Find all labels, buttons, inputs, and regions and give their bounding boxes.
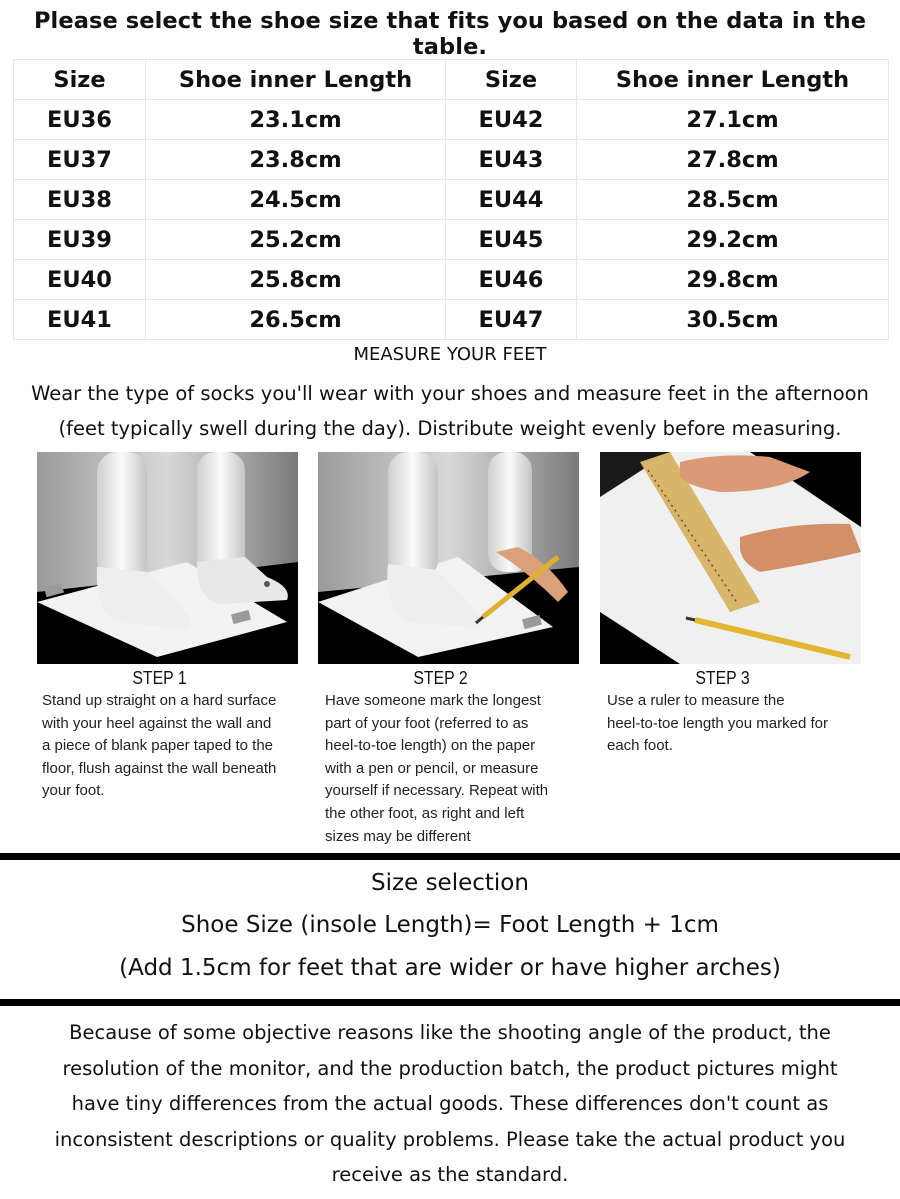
- size-cell: EU36: [14, 100, 146, 140]
- measure-heading: MEASURE YOUR FEET: [353, 344, 547, 365]
- step2-text: Have someone mark the longest part of your foot (referred to as heel-to-toe length) on the paper with a pen or pencil, or measure yourself if necessary. Repeat with the other foot, as right and left sizes may be different: [325, 692, 549, 845]
- length-cell: 29.2cm: [577, 220, 889, 260]
- measure-line: (feet typically swell during the day). Distribute weight evenly before measuring.: [58, 417, 842, 440]
- size-cell: EU37: [14, 140, 146, 180]
- measure-instructions: [0, 376, 900, 446]
- table-row: [14, 180, 889, 220]
- table-header-row: [14, 60, 889, 100]
- table-row: [14, 260, 889, 300]
- step1-photo: [37, 452, 298, 664]
- header-size: Size: [446, 60, 577, 100]
- length-cell: 27.8cm: [577, 140, 889, 180]
- size-cell: EU45: [446, 220, 577, 260]
- length-cell: 23.1cm: [146, 100, 446, 140]
- disclaimer-line: receive as the standard.: [331, 1163, 569, 1186]
- size-cell: EU42: [446, 100, 577, 140]
- size-note: (Add 1.5cm for feet that are wider or have higher arches): [119, 955, 781, 981]
- size-chart-table: [13, 59, 889, 340]
- size-cell: EU44: [446, 180, 577, 220]
- step1-title: STEP 1: [132, 668, 187, 688]
- table-row: [14, 100, 889, 140]
- length-cell: 24.5cm: [146, 180, 446, 220]
- divider: [0, 853, 900, 860]
- size-cell: EU40: [14, 260, 146, 300]
- disclaimer-line: have tiny differences from the actual goods. These differences don't count as: [71, 1092, 829, 1115]
- measure-line: Wear the type of socks you'll wear with your shoes and measure feet in the afternoon: [31, 382, 869, 405]
- size-formula: Shoe Size (insole Length)= Foot Length + 1cm: [181, 912, 719, 938]
- length-cell: 26.5cm: [146, 300, 446, 340]
- size-cell: EU43: [446, 140, 577, 180]
- divider: [0, 999, 900, 1006]
- step2-title: STEP 2: [413, 668, 468, 688]
- disclaimer-line: inconsistent descriptions or quality problems. Please take the actual product you: [54, 1127, 846, 1151]
- disclaimer-line: Because of some objective reasons like the shooting angle of the product, the: [69, 1021, 831, 1044]
- size-cell: EU39: [14, 220, 146, 260]
- step3-text: Use a ruler to measure the heel-to-toe length you marked for each foot.: [607, 692, 828, 755]
- header-inner-length: Shoe inner Length: [577, 60, 889, 100]
- table-row: [14, 300, 889, 340]
- length-cell: 23.8cm: [146, 140, 446, 180]
- size-cell: EU47: [446, 300, 577, 340]
- page-title: Please select the shoe size that fits you based on the data in the table.: [33, 8, 867, 60]
- step3-photo: [600, 452, 861, 664]
- table-row: [14, 140, 889, 180]
- step1-text: Stand up straight on a hard surface with your heel against the wall and a piece of blank paper taped to the floor, flush against the wall beneath your foot.: [42, 692, 277, 800]
- length-cell: 25.8cm: [146, 260, 446, 300]
- length-cell: 27.1cm: [577, 100, 889, 140]
- step3-title: STEP 3: [695, 668, 750, 688]
- size-selection-heading: Size selection: [371, 870, 529, 896]
- disclaimer-line: resolution of the monitor, and the production batch, the product pictures might: [62, 1056, 838, 1080]
- step2-photo: [318, 452, 579, 664]
- header-size: Size: [14, 60, 146, 100]
- size-cell: EU38: [14, 180, 146, 220]
- table-row: [14, 220, 889, 260]
- length-cell: 29.8cm: [577, 260, 889, 300]
- disclaimer: [0, 1015, 900, 1193]
- length-cell: 25.2cm: [146, 220, 446, 260]
- size-cell: EU41: [14, 300, 146, 340]
- length-cell: 28.5cm: [577, 180, 889, 220]
- size-cell: EU46: [446, 260, 577, 300]
- header-inner-length: Shoe inner Length: [146, 60, 446, 100]
- length-cell: 30.5cm: [577, 300, 889, 340]
